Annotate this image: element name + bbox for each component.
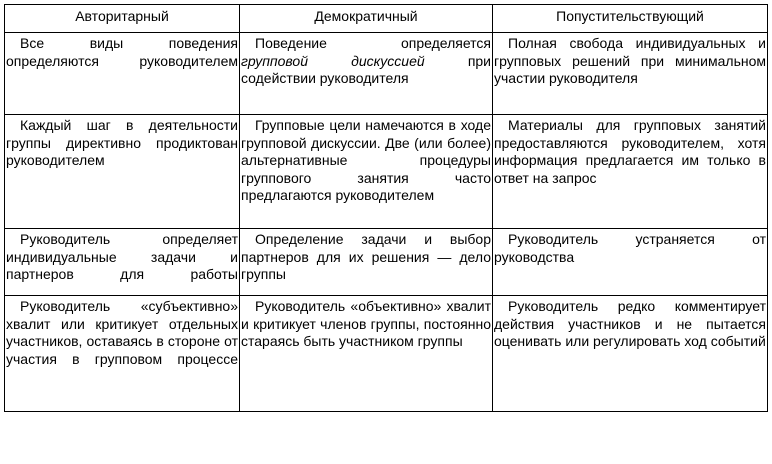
leadership-styles-document — [4, 4, 768, 412]
cell-text: при содействии руководителя — [241, 52, 492, 86]
cell-text: Групповые цели намечаются в ходе групповой дискуссии. Две (или более) альтернативные процедуры группового занятия часто предлагаются руководителем — [241, 117, 491, 203]
cell-permissive — [493, 229, 768, 296]
cell-authoritarian — [5, 33, 240, 115]
header-authoritarian: Авторитарный — [5, 5, 240, 33]
cell-text: Руководитель «субъективно» хвалит или критикует отдельных участников, оставаясь в стороне от участия в групповом процессе — [6, 298, 238, 367]
cell-text: Материалы для групповых занятий предоставляются руководителем, хотя информация предлагается им только в ответ на запрос — [494, 117, 766, 186]
cell-permissive — [493, 115, 768, 229]
cell-text: Руководитель редко комментирует действия участников и не пытается оценивать или регулировать ход событий — [494, 298, 766, 349]
cell-text-italic: групповой дискуссией — [241, 52, 425, 69]
cell-authoritarian — [5, 296, 240, 412]
cell-text: Полная свобода индивидуальных и групповых решений при минимальном участии руководителя — [494, 35, 766, 86]
table-row — [5, 33, 768, 115]
cell-democratic — [240, 229, 493, 296]
cell-democratic — [240, 33, 493, 115]
cell-authoritarian — [5, 229, 240, 296]
header-row — [5, 5, 768, 33]
cell-text: Руководитель «объективно» хвалит и критикует членов группы, постоянно стараясь быть участником группы — [241, 298, 491, 349]
cell-text: Руководитель определяет индивидуальные задачи и партнеров для работы — [6, 231, 238, 282]
cell-authoritarian — [5, 115, 240, 229]
header-democratic: Демократичный — [240, 5, 493, 33]
table-row — [5, 229, 768, 296]
header-permissive: Попустительствующий — [493, 5, 768, 33]
leadership-styles-table — [4, 4, 768, 412]
cell-text-rich — [241, 35, 491, 88]
table-row — [5, 115, 768, 229]
cell-text: Руководитель устраняется от руководства — [494, 231, 766, 265]
cell-text: Все виды поведения определяются руководителем — [6, 35, 238, 69]
cell-text: Поведение определяется — [255, 35, 491, 51]
table-row — [5, 296, 768, 412]
cell-permissive — [493, 296, 768, 412]
cell-democratic — [240, 115, 493, 229]
cell-democratic — [240, 296, 493, 412]
cell-text: Каждый шаг в деятельности группы директивно продиктован руководителем — [6, 117, 238, 168]
cell-text: Определение задачи и выбор партнеров для их решения — дело группы — [241, 231, 491, 282]
cell-permissive — [493, 33, 768, 115]
